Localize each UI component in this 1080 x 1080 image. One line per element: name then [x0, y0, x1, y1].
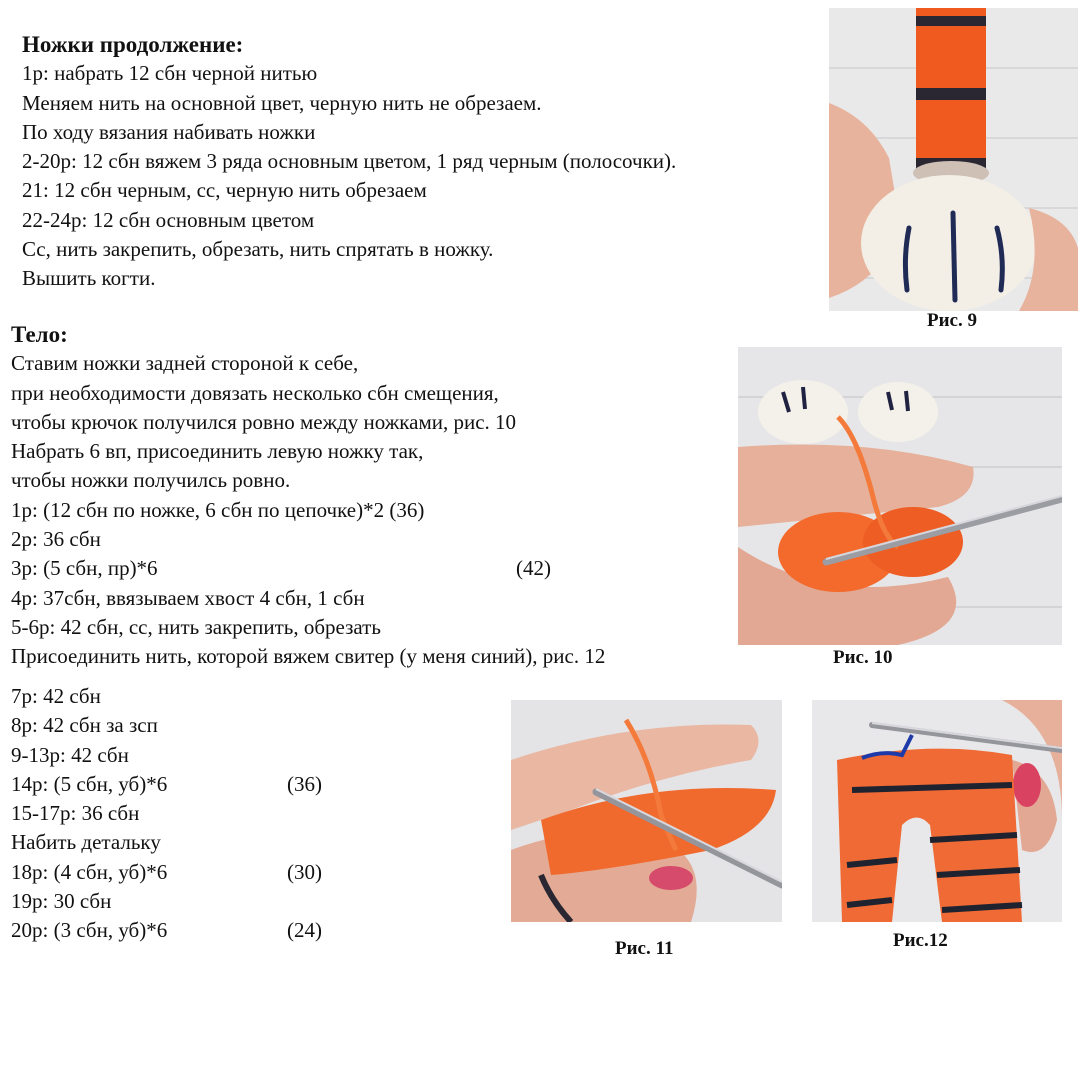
crochet-leg-illustration — [829, 8, 1078, 311]
row-text: 15-17р: 36 сбн — [11, 801, 140, 826]
row-count: (24) — [287, 918, 322, 943]
legs-line: 21: 12 сбн черным, сс, черную нить обрезаем — [22, 178, 427, 203]
row-text: 14р: (5 сбн, уб)*6 — [11, 771, 168, 796]
legs-line: По ходу вязания набивать ножки — [22, 119, 316, 144]
row-text: 20р: (3 сбн, уб)*6 — [11, 918, 168, 943]
body-line: 4р: 37сбн, ввязываем хвост 4 сбн, 1 сбн — [11, 585, 365, 610]
body-line: при необходимости довязать несколько сбн смещения, — [11, 380, 499, 405]
row-count: (30) — [287, 859, 322, 884]
legs-line: Вышить когти. — [22, 266, 156, 291]
row-text: 19р: 30 сбн — [11, 889, 112, 914]
row-text: 3р: (5 сбн, пр)*6 — [11, 556, 158, 581]
body-row-3 — [11, 554, 605, 583]
crochet-join-illustration — [738, 347, 1062, 645]
body-row — [11, 770, 322, 799]
photo-fig11 — [511, 700, 782, 922]
legs-line: Меняем нить на основной цвет, черную нить не обрезаем. — [22, 90, 542, 115]
legs-line: 22-24р: 12 сбн основным цветом — [22, 207, 315, 232]
row-text: 7р: 42 сбн — [11, 684, 101, 708]
body-row — [11, 741, 167, 770]
legs-line: 2-20р: 12 сбн вяжем 3 ряда основным цветом, 1 ряд черным (полосочки). — [22, 149, 677, 174]
body-row — [11, 916, 322, 945]
caption-fig11: Рис. 11 — [615, 938, 674, 959]
caption-fig9: Рис. 9 — [927, 310, 977, 331]
body-line: 5-6р: 42 сбн, сс, нить закрепить, обрезать — [11, 614, 381, 639]
row-text: 9-13р: 42 сбн — [11, 742, 129, 767]
body-line: 2р: 36 сбн — [11, 527, 101, 552]
photo-fig10 — [738, 347, 1062, 645]
body-row — [11, 682, 167, 711]
body-line: Набрать 6 вп, присоединить левую ножку так, — [11, 439, 424, 464]
body-heading: Тело: — [11, 322, 68, 347]
body-row — [11, 887, 167, 916]
photo-fig12 — [812, 700, 1062, 922]
body-section — [11, 320, 605, 672]
legs-section — [22, 30, 676, 294]
body-row — [11, 858, 322, 887]
legs-line: Сс, нить закрепить, обрезать, нить спрятать в ножку. — [22, 237, 494, 262]
crochet-body-start-illustration — [511, 700, 782, 922]
crochet-pants-illustration — [812, 700, 1062, 922]
body-row — [11, 799, 167, 828]
body-line: чтобы ножки получилсь ровно. — [11, 468, 291, 493]
caption-fig12: Рис.12 — [893, 930, 948, 951]
legs-line: 1р: набрать 12 сбн черной нитью — [22, 61, 318, 86]
row-text: 18р: (4 сбн, уб)*6 — [11, 859, 168, 884]
body-line: Ставим ножки задней стороной к себе, — [11, 351, 359, 376]
photo-fig9 — [829, 8, 1078, 311]
body-row — [11, 711, 167, 740]
row-count: (36) — [287, 771, 322, 796]
row-count: (42) — [516, 556, 551, 581]
body-line: чтобы крючок получился ровно между ножками, рис. 10 — [11, 409, 517, 434]
legs-heading: Ножки продолжение: — [22, 32, 244, 57]
caption-fig10: Рис. 10 — [833, 647, 893, 668]
body-line: Присоединить нить, которой вяжем свитер (у меня синий), рис. 12 — [11, 644, 606, 669]
body-line: 1р: (12 сбн по ножке, 6 сбн по цепочке)*2 (36) — [11, 497, 425, 522]
body-rows — [11, 682, 322, 946]
row-text: Набить детальку — [11, 830, 161, 855]
body-row — [11, 828, 167, 857]
row-text: 8р: 42 сбн за зсп — [11, 713, 158, 738]
